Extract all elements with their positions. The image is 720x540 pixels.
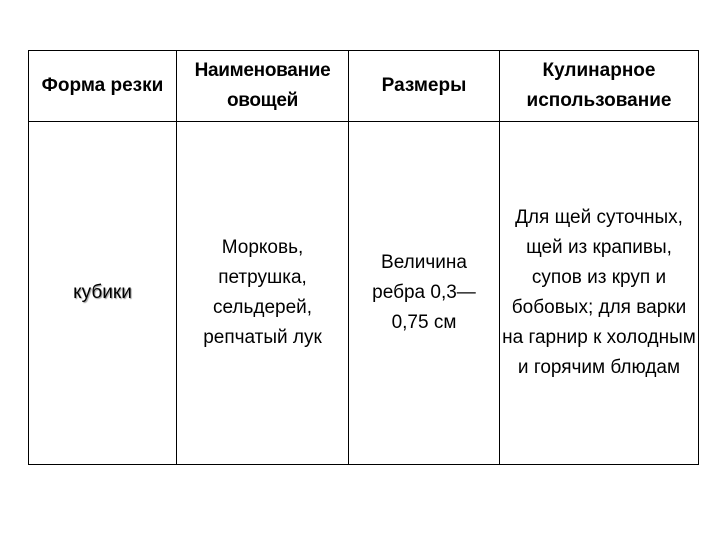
header-usage: Кулинарное использование (500, 51, 699, 122)
header-vegetables: Наименование овощей (177, 51, 349, 122)
cell-usage (500, 122, 699, 465)
cutting-table (28, 50, 699, 465)
cell-cut-form: кубики (29, 122, 177, 465)
table-row (29, 122, 699, 465)
cell-usage-text: Для щей суточных, щей из крапивы, супов из круп и бобовых; для варки на гарнир к холодным и горячим блюдам (502, 207, 696, 378)
header-sizes: Размеры (349, 51, 500, 122)
header-cut-form: Форма резки (29, 51, 177, 122)
cell-sizes-text: Величина ребра 0,3— 0,75 см (372, 252, 476, 333)
cell-vegetables (177, 122, 349, 465)
cell-vegetables-text: Морковь, петрушка, сельдерей, репчатый лук (203, 237, 322, 348)
cell-sizes (349, 122, 500, 465)
table-header-row (29, 51, 699, 122)
